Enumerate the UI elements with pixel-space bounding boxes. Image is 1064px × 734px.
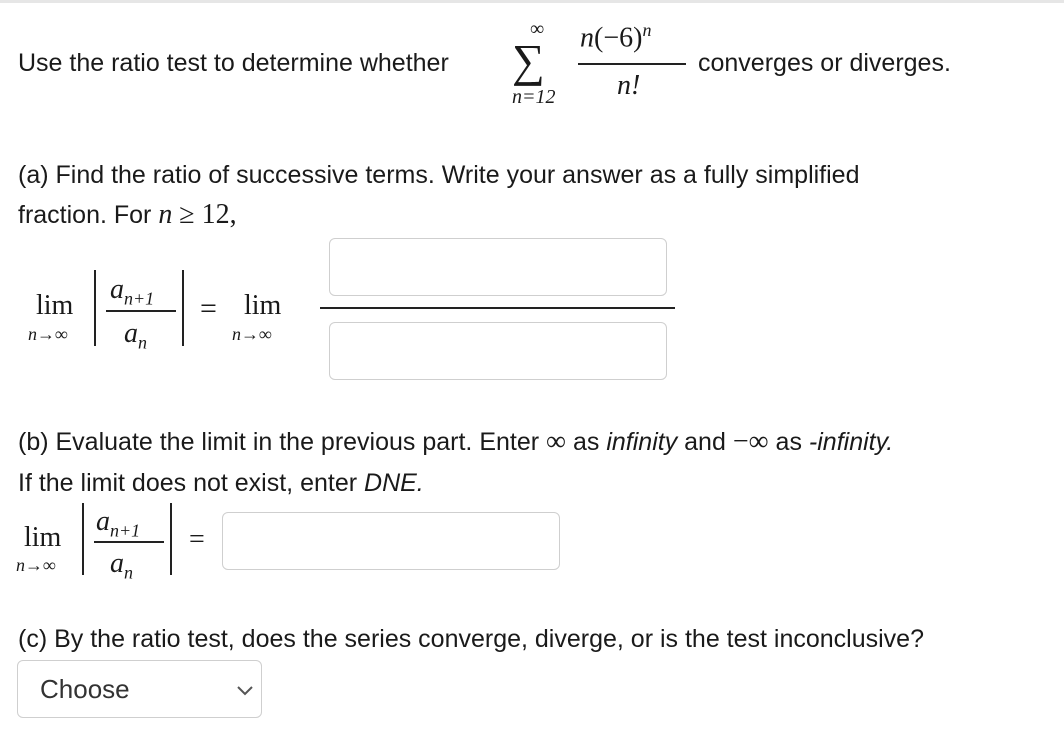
- ratio-fraction-bar-b: [94, 541, 164, 543]
- ratio-numerator-a: a: [110, 274, 124, 305]
- chevron-down-icon: [236, 685, 254, 697]
- numerator-input[interactable]: [329, 238, 667, 296]
- abs-bar-left-b: [82, 503, 84, 575]
- limit-operator-b: lim: [24, 522, 62, 553]
- limit-subscript-b: n→∞: [16, 555, 56, 575]
- infinity-symbol: ∞: [546, 426, 567, 457]
- ratio-denominator-sub: n: [138, 332, 147, 353]
- denominator-input[interactable]: [329, 322, 667, 380]
- numerator-exponent: n: [642, 20, 652, 40]
- part-a-instruction: (a) Find the ratio of successive terms. Write your answer as a fully simplified: [18, 161, 860, 189]
- top-border: [0, 0, 1064, 3]
- ratio-denominator-a: a: [124, 318, 138, 349]
- condition-bound: ≥ 12,: [179, 199, 237, 230]
- intro-text-after: converges or diverges.: [698, 49, 951, 77]
- conclusion-select[interactable]: [17, 660, 262, 718]
- part-b-text-3: and: [684, 428, 726, 456]
- limit-subscript-right: n→∞: [232, 324, 272, 344]
- ratio-numerator: [110, 274, 154, 310]
- ratio-denominator: [124, 318, 147, 354]
- series-numerator: [580, 20, 651, 54]
- ratio-denominator-b-sub: n: [124, 562, 133, 583]
- part-c-question: (c) By the ratio test, does the series converge, diverge, or is the test inconclusive?: [18, 625, 924, 653]
- select-value: Choose: [40, 674, 130, 704]
- ratio-numerator-b-a: a: [96, 506, 110, 537]
- numerator-base: (−6): [594, 22, 643, 54]
- dne-word: DNE.: [364, 469, 424, 497]
- part-b-instruction: [18, 427, 893, 457]
- ratio-numerator-b-sub: n+1: [110, 520, 141, 541]
- condition-variable: n: [158, 199, 173, 230]
- series-denominator: n!: [617, 70, 641, 101]
- limit-operator-right: lim: [244, 290, 282, 321]
- infinity-word: infinity: [606, 428, 678, 456]
- ratio-numerator-sub: n+1: [124, 288, 155, 309]
- part-a-condition: [18, 200, 237, 230]
- negative-infinity-symbol: −∞: [732, 426, 769, 457]
- part-b-text-2: as: [572, 428, 600, 456]
- limit-operator: lim: [36, 290, 74, 321]
- equals-sign: =: [200, 292, 217, 325]
- part-b-dne-note: [18, 468, 424, 498]
- sigma-symbol: ∑: [512, 35, 545, 86]
- answer-fraction-bar: [320, 307, 675, 309]
- part-b-text-4: as: [775, 428, 802, 456]
- numerator-n: n: [580, 22, 594, 54]
- abs-bar-right: [182, 270, 184, 346]
- sum-upper-limit: ∞: [530, 18, 545, 40]
- abs-bar-right-b: [170, 503, 172, 575]
- ratio-numerator-b: [96, 506, 140, 542]
- part-b-text-1: (b) Evaluate the limit in the previous part. Enter: [18, 428, 540, 456]
- negative-infinity-word: -infinity.: [808, 428, 894, 456]
- ratio-denominator-b-a: a: [110, 548, 124, 579]
- ratio-fraction-bar: [106, 310, 176, 312]
- series-fraction-bar: [578, 63, 686, 65]
- limit-answer-input[interactable]: [222, 512, 560, 570]
- intro-text-before: Use the ratio test to determine whether: [18, 49, 449, 77]
- equals-sign-b: =: [189, 524, 205, 555]
- ratio-denominator-b: [110, 548, 133, 584]
- part-a-condition-prefix: fraction. For: [18, 201, 152, 229]
- part-b-text-5: If the limit does not exist, enter: [18, 469, 358, 497]
- abs-bar-left: [94, 270, 96, 346]
- limit-subscript: n→∞: [28, 324, 68, 344]
- sum-lower-limit: n=12: [512, 86, 556, 108]
